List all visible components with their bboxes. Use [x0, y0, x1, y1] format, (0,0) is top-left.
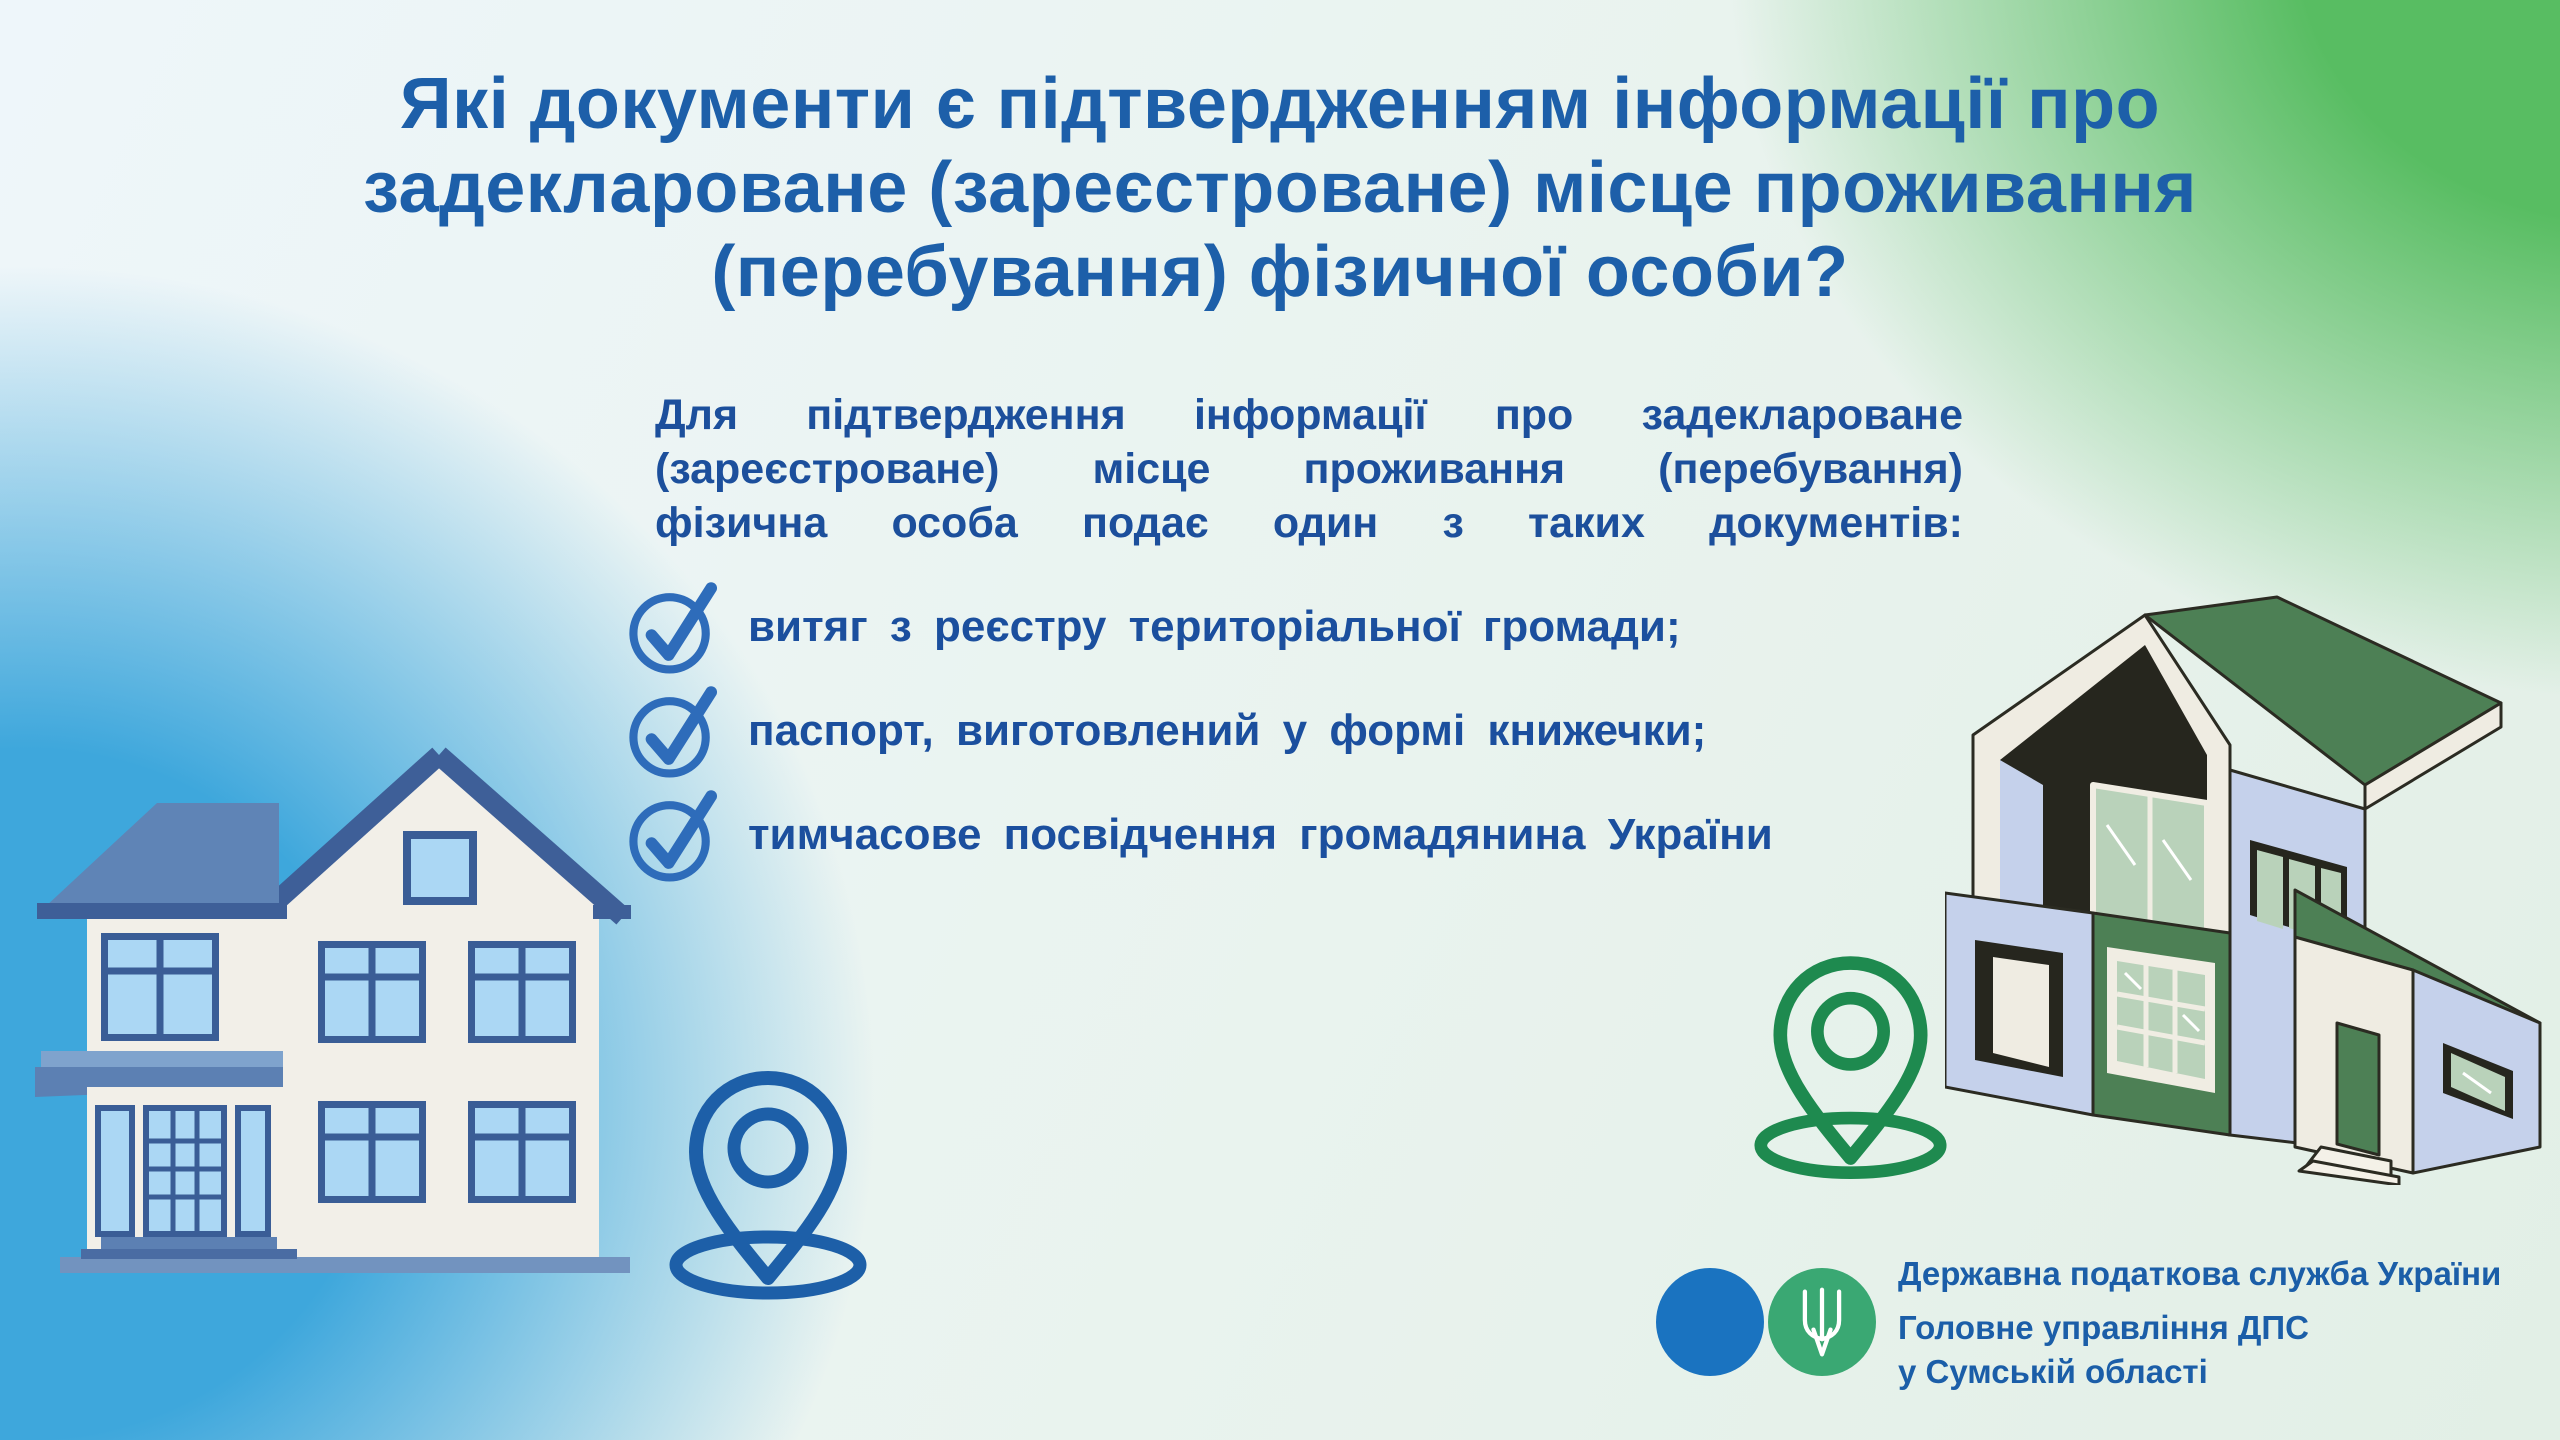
intro-paragraph [655, 388, 1963, 550]
modern-house-illustration [1945, 595, 2545, 1185]
page-title [130, 62, 2430, 314]
list-item-label: паспорт, виготовлений у формі книжечки; [748, 705, 1707, 755]
dps-green-circle-logo [1768, 1268, 1876, 1376]
document-checklist [628, 576, 1968, 888]
org-region: у Сумській області [1898, 1353, 2208, 1390]
checkmark-icon [628, 577, 722, 677]
list-item [628, 784, 1968, 885]
list-item-label: витяг з реєстру територіальної громади; [748, 601, 1681, 651]
list-item [628, 680, 1968, 781]
blue-house-illustration [35, 745, 645, 1340]
location-pin-green-icon [1753, 945, 1948, 1180]
organization-text [1898, 1252, 2501, 1394]
trident-icon [1793, 1284, 1851, 1360]
intro-line-1: Для підтвердження інформації про задеклароване [655, 391, 1963, 439]
list-item [628, 576, 1968, 677]
intro-line-3: фізична особа подає один з таких документів: [655, 499, 1963, 547]
org-name: Державна податкова служба України [1898, 1255, 2502, 1292]
dps-blue-circle-logo [1656, 1268, 1764, 1376]
title-line-3: (перебування) фізичної особи? [711, 232, 1849, 312]
footer [1656, 1252, 2501, 1394]
title-line-1: Які документи є підтвердженням інформації про [399, 64, 2161, 144]
list-item-label: тимчасове посвідчення громадянина України [748, 809, 1773, 859]
org-department: Головне управління ДПС [1898, 1309, 2309, 1346]
intro-line-2: (зареєстроване) місце проживання (перебування) [655, 445, 1963, 493]
title-line-2: задеклароване (зареєстроване) місце проживання [363, 148, 2197, 228]
location-pin-blue-icon [668, 1060, 868, 1300]
